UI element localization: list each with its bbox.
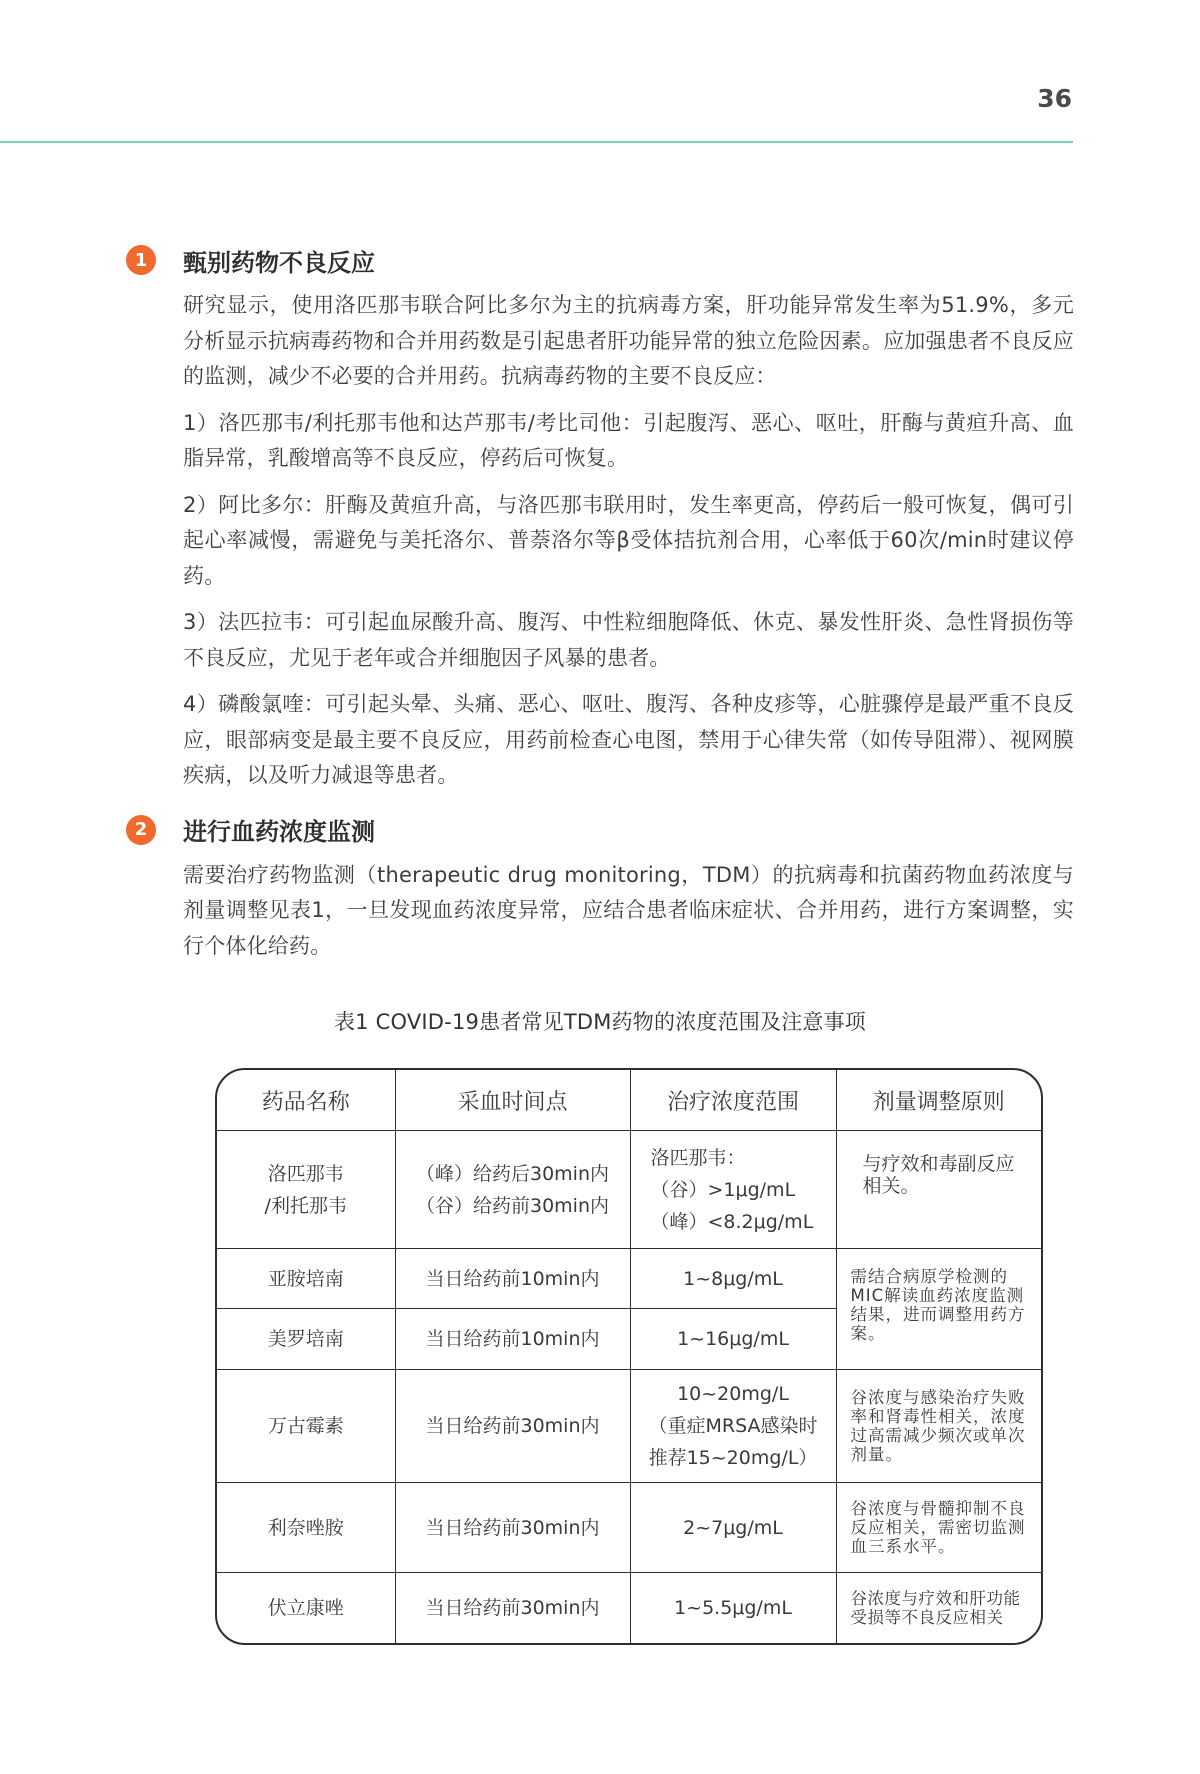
section-number-badge: 2 (126, 815, 156, 845)
section-adverse-reactions (126, 236, 1074, 794)
cell-drug: 美罗培南 (217, 1309, 395, 1370)
section-tdm (126, 806, 1074, 965)
cell-drug: 利奈唑胺 (217, 1483, 395, 1573)
cell-range: 1~5.5μg/mL (630, 1573, 836, 1643)
cell-line: （谷）给药前30min内 (415, 1194, 609, 1217)
cell-line: （峰）<8.2μg/mL (650, 1210, 814, 1233)
header-sampling-time: 采血时间点 (395, 1070, 630, 1131)
cell-note: 谷浓度与疗效和肝功能受损等不良反应相关 (836, 1573, 1041, 1643)
page-content (126, 236, 1074, 1036)
section-title: 甄别药物不良反应 (183, 248, 375, 277)
cell-line: 洛匹那韦： (650, 1146, 746, 1169)
table-row (217, 1483, 1041, 1573)
cell-time: 当日给药前10min内 (395, 1309, 630, 1370)
cell-range (630, 1131, 836, 1249)
paragraph-item-3: 3）法匹拉韦：可引起血尿酸升高、腹泻、中性粒细胞降低、休克、暴发性肝炎、急性肾损伤等不良反应，尤见于老年或合并细胞因子风暴的患者。 (183, 610, 1074, 670)
cell-line: 10~20mg/L (677, 1383, 789, 1405)
header-rule (0, 141, 1073, 143)
paragraph-item-4: 4）磷酸氯喹：可引起头晕、头痛、恶心、呕吐、腹泻、各种皮疹等，心脏骤停是最严重不良反应，眼部病变是最主要不良反应，用药前检查心电图，禁用于心律失常（如传导阻滞）、视网膜疾病，以及听力减退等患者。 (183, 692, 1074, 787)
cell-time: 当日给药前30min内 (395, 1370, 630, 1483)
cell-line: （重症MRSA感染时 (648, 1415, 818, 1437)
cell-drug: 伏立康唑 (217, 1573, 395, 1643)
cell-range: 1~8μg/mL (630, 1249, 836, 1309)
cell-note: 谷浓度与骨髓抑制不良反应相关，需密切监测血三系水平。 (836, 1483, 1041, 1573)
cell-range (630, 1370, 836, 1483)
cell-drug: 万古霉素 (217, 1370, 395, 1483)
cell-drug (217, 1131, 395, 1249)
section-heading (126, 806, 1074, 854)
table-row (217, 1249, 1041, 1309)
header-drug-name: 药品名称 (217, 1070, 395, 1131)
paragraph-tdm: 需要治疗药物监测（therapeutic drug monitoring，TDM）的抗病毒和抗菌药物血药浓度与剂量调整见表1，一旦发现血药浓度异常，应结合患者临床症状、合并用药，进行方案调整，实行个体化给药。 (183, 862, 1074, 958)
table-caption: 表1 COVID-19患者常见TDM药物的浓度范围及注意事项 (333, 1010, 866, 1034)
cell-drug: 亚胺培南 (217, 1249, 395, 1309)
cell-line: 推荐15~20mg/L） (648, 1447, 818, 1469)
header-dose-adjustment: 剂量调整原则 (836, 1070, 1041, 1131)
table-header-row (217, 1070, 1041, 1131)
table-row (217, 1573, 1041, 1643)
paragraph-intro: 研究显示，使用洛匹那韦联合阿比多尔为主的抗病毒方案，肝功能异常发生率为51.9%，多元分析显示抗病毒药物和合并用药数是引起患者肝功能异常的独立危险因素。应加强患者不良反应的监测，减少不必要的合并用药。抗病毒药物的主要不良反应： (183, 293, 1074, 388)
header-therapeutic-range: 治疗浓度范围 (630, 1070, 836, 1131)
section-heading (126, 236, 1074, 284)
table-row (217, 1131, 1041, 1249)
section-body (183, 858, 1074, 965)
cell-line: （峰）给药后30min内 (415, 1162, 609, 1185)
paragraph-item-1: 1）洛匹那韦/利托那韦他和达芦那韦/考比司他：引起腹泻、恶心、呕吐，肝酶与黄疸升高、血脂异常，乳酸增高等不良反应，停药后可恢复。 (183, 410, 1074, 470)
cell-line: /利托那韦 (264, 1194, 347, 1217)
table-row (217, 1370, 1041, 1483)
cell-range: 1~16μg/mL (630, 1309, 836, 1370)
cell-time (395, 1131, 630, 1249)
cell-time: 当日给药前30min内 (395, 1573, 630, 1643)
cell-line: 洛匹那韦 (267, 1162, 344, 1185)
section-body (183, 288, 1074, 794)
cell-line: （谷）>1μg/mL (650, 1178, 796, 1201)
cell-time: 当日给药前10min内 (395, 1249, 630, 1309)
cell-note: 与疗效和毒副反应相关。 (836, 1131, 1041, 1249)
section-number-badge: 1 (126, 245, 156, 275)
cell-note: 需结合病原学检测的MIC解读血药浓度监测结果，进而调整用药方案。 (836, 1249, 1041, 1370)
cell-range: 2~7μg/mL (630, 1483, 836, 1573)
cell-note: 谷浓度与感染治疗失败率和肾毒性相关，浓度过高需减少频次或单次剂量。 (836, 1370, 1041, 1483)
page-number: 36 (1037, 84, 1072, 113)
cell-time: 当日给药前30min内 (395, 1483, 630, 1573)
tdm-table (215, 1068, 1043, 1645)
section-title: 进行血药浓度监测 (183, 818, 375, 846)
paragraph-item-2: 2）阿比多尔：肝酶及黄疸升高，与洛匹那韦联用时，发生率更高，停药后一般可恢复，偶可引起心率减慢，需避免与美托洛尔、普萘洛尔等β受体拮抗剂合用，心率低于60次/min时建议停药。 (183, 492, 1074, 588)
